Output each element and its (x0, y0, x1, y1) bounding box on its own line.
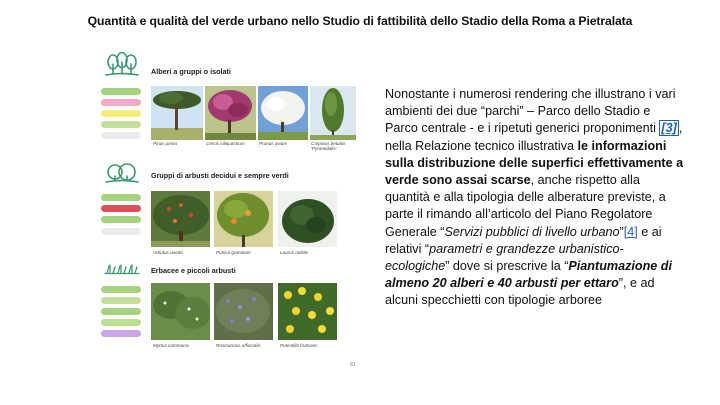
caption-pinus-pinea: Pinus pinea (153, 141, 178, 146)
color-swatch (101, 121, 141, 128)
shrubs-icon (104, 160, 140, 191)
color-swatch (101, 308, 141, 315)
text-run: ” (619, 224, 624, 239)
caption-myrtus-communis: Myrtus communis (153, 343, 189, 348)
text-run: , nella Relazione tecnico illustrativa (385, 121, 683, 153)
color-swatch (101, 194, 141, 201)
caption-carpinus-line1: Carpinus betulus (311, 141, 346, 146)
caption-punica-granatum: Punica granatum (216, 250, 251, 255)
page-number: 81 (350, 362, 356, 368)
photo-carpinus-betulus (310, 86, 356, 140)
text-italic: Servizi pubblici di livello urbano (444, 224, 620, 239)
color-swatch (101, 286, 141, 293)
caption-cercis-siliquastrum: Cercis siliquastrum (206, 141, 245, 146)
photo-pinus-pinea (151, 86, 203, 140)
trees-icon (104, 52, 140, 83)
photo-rosmarinus-officinalis (214, 283, 273, 340)
photo-cercis-siliquastrum (205, 86, 256, 140)
photo-prunus-avium (258, 86, 308, 140)
caption-arbutus-unedo: Arbutus unedo (153, 250, 183, 255)
grass-icon (104, 262, 140, 280)
photo-punica-granatum (214, 191, 273, 247)
color-swatch (101, 110, 141, 117)
section-label-herbs: Erbacee e piccoli arbusti (151, 266, 236, 275)
section-label-shrubs: Gruppi di arbusti decidui e sempre verdi (151, 171, 289, 180)
text-run: e ai relativi “ (385, 224, 662, 256)
body-paragraph (385, 86, 685, 310)
text-bold-italic: Piantumazione di almeno 20 alberi e 40 arbusti per ettaro (385, 259, 672, 291)
text-italic: parametri e grandezze urbanistico- ecologiche (385, 241, 624, 274)
color-swatch (101, 99, 141, 106)
caption-laurus-nobilis: Laurus nobilis (280, 250, 309, 255)
photo-myrtus-communis (151, 283, 210, 340)
caption-carpinus-betulus (311, 141, 345, 152)
color-swatch (101, 228, 141, 235)
color-swatch (101, 216, 141, 223)
footnote-link-3[interactable]: [3] (661, 121, 677, 136)
caption-rosmarinus-officinalis: Rosmarinus officinalis (216, 343, 261, 348)
photo-arbutus-unedo (151, 191, 210, 247)
text-run: Nonostante i numerosi rendering che illustrano i vari ambienti dei due “parchi” – Parco dello Stadio e Parco centrale - e i ripetuti generici proponimenti (385, 87, 676, 136)
color-swatch (101, 330, 141, 337)
photo-potentilla-fruticans (278, 283, 337, 340)
color-swatch (101, 205, 141, 212)
caption-prunus-avium: Prunus avium (259, 141, 288, 146)
section-label-trees: Alberi a gruppi o isolati (151, 67, 231, 76)
color-swatch (101, 88, 141, 95)
text-run: ”, e ad alcuni specchietti con tipologie arboree (385, 276, 655, 308)
caption-carpinus-line2: 'Pyramidalis' (311, 146, 337, 152)
color-swatch (101, 297, 141, 304)
photo-laurus-nobilis (278, 191, 337, 247)
caption-potentilla-fruticans: Potentilla fruticans (280, 343, 318, 348)
text-run: , anche rispetto alla quantità e alla tipologia delle alberature previste, a parte il rimando all’articolo del Piano Regolatore Generale “ (385, 173, 666, 239)
color-swatch (101, 132, 141, 139)
text-bold: le informazioni sulla distribuzione delle superfici effettivamente a verde sono assai scarse (385, 138, 684, 188)
text-run: ” dove si prescrive la “ (445, 259, 569, 274)
color-swatch (101, 319, 141, 326)
footnote-link-4[interactable]: [4] (623, 224, 638, 239)
page-title: Quantità e qualità del verde urbano nello Studio di fattibilità dello Stadio della Roma a Pietralata (87, 14, 633, 28)
